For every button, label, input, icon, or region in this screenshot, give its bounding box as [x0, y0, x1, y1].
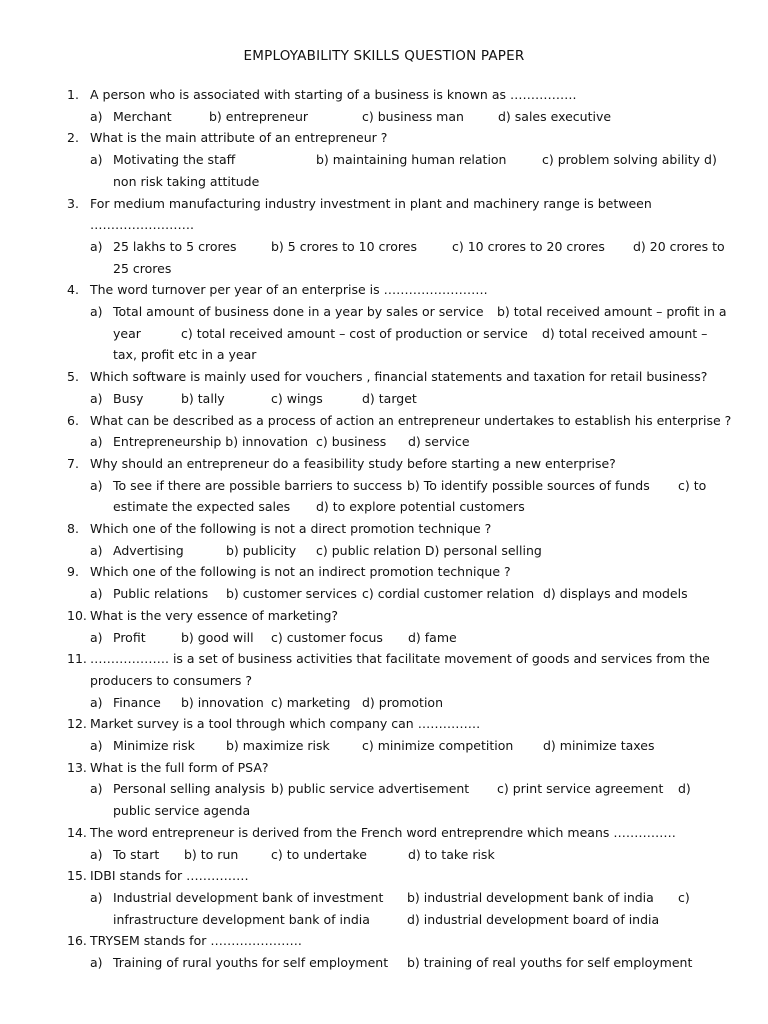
option-marker: a) [90, 738, 103, 753]
answer-option: d) to take risk [408, 846, 495, 862]
answer-option: d) target [362, 390, 417, 406]
question-text: What can be described as a process of action an entrepreneur undertakes to establish his enterprise ? [90, 412, 732, 428]
answer-option: Public relations [113, 586, 209, 602]
question-number: 4. [67, 282, 79, 298]
answer-option: d) total received amount – [542, 325, 708, 341]
question-number: 6. [67, 412, 79, 428]
answer-option: d) fame [408, 629, 457, 645]
answer-option: b) total received amount – profit in a [497, 304, 727, 319]
answer-option: b) To identify possible sources of funds [407, 477, 650, 493]
option-marker: a) [90, 889, 103, 905]
question-number: 9. [67, 564, 79, 580]
question-text: Market survey is a tool through which company can …………… [90, 716, 481, 732]
answer-option: Motivating the staff [113, 152, 236, 168]
question-text: What is the main attribute of an entrepreneur ? [90, 130, 388, 146]
answer-option: b) good will [181, 629, 254, 645]
answer-option: d) displays and models [543, 586, 688, 602]
question-text: ……………………. [90, 217, 194, 233]
answer-option: b) tally [181, 390, 225, 406]
answer-option: b) maintaining human relation [316, 152, 507, 168]
option-marker: a) [90, 955, 103, 970]
answer-option: Personal selling analysis [113, 781, 266, 797]
answer-option: Total amount of business done in a year by sales or service [113, 304, 484, 319]
option-marker: a) [90, 152, 103, 168]
answer-option: Busy [113, 390, 144, 406]
question-number: 16. [67, 933, 87, 949]
answer-option: c) total received amount – cost of production or service [181, 325, 528, 341]
option-marker: a) [90, 629, 103, 645]
option-marker: a) [90, 542, 103, 558]
answer-option: To start [113, 846, 160, 862]
answer-option: d) 20 crores to [633, 238, 725, 254]
option-marker: a) [90, 238, 103, 254]
answer-option: b) industrial development bank of india [407, 889, 654, 905]
answer-option: b) entrepreneur [209, 108, 309, 124]
answer-option: b) innovation [181, 694, 264, 710]
answer-option: d) industrial development board of india [407, 911, 660, 927]
answer-option: c) customer focus [271, 629, 383, 645]
answer-option: b) training of real youths for self employment [407, 955, 693, 970]
answer-option: c) 10 crores to 20 crores [452, 238, 605, 254]
question-number: 15. [67, 868, 87, 884]
answer-option: infrastructure development bank of india [113, 911, 370, 927]
answer-option: non risk taking attitude [113, 173, 260, 189]
answer-option: b) to run [184, 846, 239, 862]
answer-option: d) minimize taxes [543, 738, 655, 753]
answer-option: d) to explore potential customers [316, 499, 525, 515]
question-number: 2. [67, 130, 79, 146]
answer-option: c) to [678, 477, 707, 493]
answer-option: Merchant [113, 108, 172, 124]
question-text: ………………. is a set of business activities that facilitate movement of goods and services from the [90, 651, 710, 667]
answer-option: c) business man [362, 108, 464, 124]
answer-option: Entrepreneurship b) innovation [113, 434, 309, 450]
question-number: 3. [67, 195, 79, 211]
option-marker: a) [90, 694, 103, 710]
answer-option: c) public relation D) personal selling [316, 542, 542, 558]
answer-option: b) public service advertisement [271, 781, 470, 797]
question-text: Which software is mainly used for vouchers , financial statements and taxation for retail business? [90, 369, 708, 385]
question-text: What is the full form of PSA? [90, 759, 269, 775]
question-number: 7. [67, 455, 79, 471]
question-number: 12. [67, 716, 87, 732]
answer-option: public service agenda [113, 803, 251, 819]
answer-option: 25 crores [113, 260, 172, 276]
answer-option: To see if there are possible barriers to success [113, 477, 403, 493]
option-marker: a) [90, 390, 103, 406]
option-marker: a) [90, 586, 103, 602]
question-number: 13. [67, 759, 87, 775]
answer-option: c) to undertake [271, 846, 367, 862]
option-marker: a) [90, 781, 103, 797]
answer-option: year [113, 325, 141, 341]
answer-option: d) service [408, 434, 470, 450]
answer-option: b) customer services [226, 586, 357, 602]
question-text: TRYSEM stands for …………………. [90, 933, 302, 949]
answer-option: c) problem solving ability d) [542, 152, 717, 168]
question-number: 5. [67, 369, 79, 385]
option-marker: a) [90, 846, 103, 862]
question-number: 10. [67, 607, 87, 623]
option-marker: a) [90, 477, 103, 493]
question-text: IDBI stands for …………… [90, 868, 249, 884]
answer-option: d) sales executive [498, 108, 612, 124]
answer-option: c) print service agreement [497, 781, 664, 797]
answer-option: c) business [316, 434, 387, 450]
question-text: Which one of the following is not a direct promotion technique ? [90, 521, 492, 536]
answer-option: b) 5 crores to 10 crores [271, 238, 417, 254]
question-text: Why should an entrepreneur do a feasibility study before starting a new enterprise? [90, 455, 616, 471]
option-marker: a) [90, 434, 103, 450]
question-text: A person who is associated with starting of a business is known as ……………. [90, 87, 577, 102]
question-number: 8. [67, 521, 79, 536]
answer-option: Finance [113, 694, 161, 710]
question-number: 1. [67, 87, 79, 102]
answer-option: Profit [113, 629, 146, 645]
answer-option: estimate the expected sales [113, 499, 291, 515]
answer-option: 25 lakhs to 5 crores [113, 238, 237, 254]
question-text: What is the very essence of marketing? [90, 607, 339, 623]
answer-option: c) wings [271, 390, 323, 406]
option-marker: a) [90, 304, 103, 319]
question-number: 11. [67, 651, 87, 667]
answer-option: tax, profit etc in a year [113, 347, 257, 363]
question-text: The word turnover per year of an enterprise is ……………………. [90, 282, 488, 298]
answer-option: c) minimize competition [362, 738, 514, 753]
answer-option: d) promotion [362, 694, 443, 710]
answer-option: b) publicity [226, 542, 297, 558]
answer-option: d) [678, 781, 691, 797]
answer-option: Advertising [113, 542, 184, 558]
question-number: 14. [67, 824, 87, 840]
answer-option: c) [678, 889, 690, 905]
answer-option: Training of rural youths for self employment [113, 955, 389, 970]
answer-option: c) cordial customer relation [362, 586, 535, 602]
option-marker: a) [90, 108, 103, 124]
question-text: For medium manufacturing industry investment in plant and machinery range is between [90, 195, 652, 211]
question-text: producers to consumers ? [90, 672, 253, 688]
question-text: The word entrepreneur is derived from the French word entreprendre which means …………… [90, 824, 676, 840]
answer-option: Minimize risk [113, 738, 195, 753]
answer-option: Industrial development bank of investment [113, 889, 384, 905]
answer-option: b) maximize risk [226, 738, 330, 753]
answer-option: c) marketing [271, 694, 351, 710]
page-title: EMPLOYABILITY SKILLS QUESTION PAPER [243, 48, 525, 64]
question-text: Which one of the following is not an indirect promotion technique ? [90, 564, 511, 580]
